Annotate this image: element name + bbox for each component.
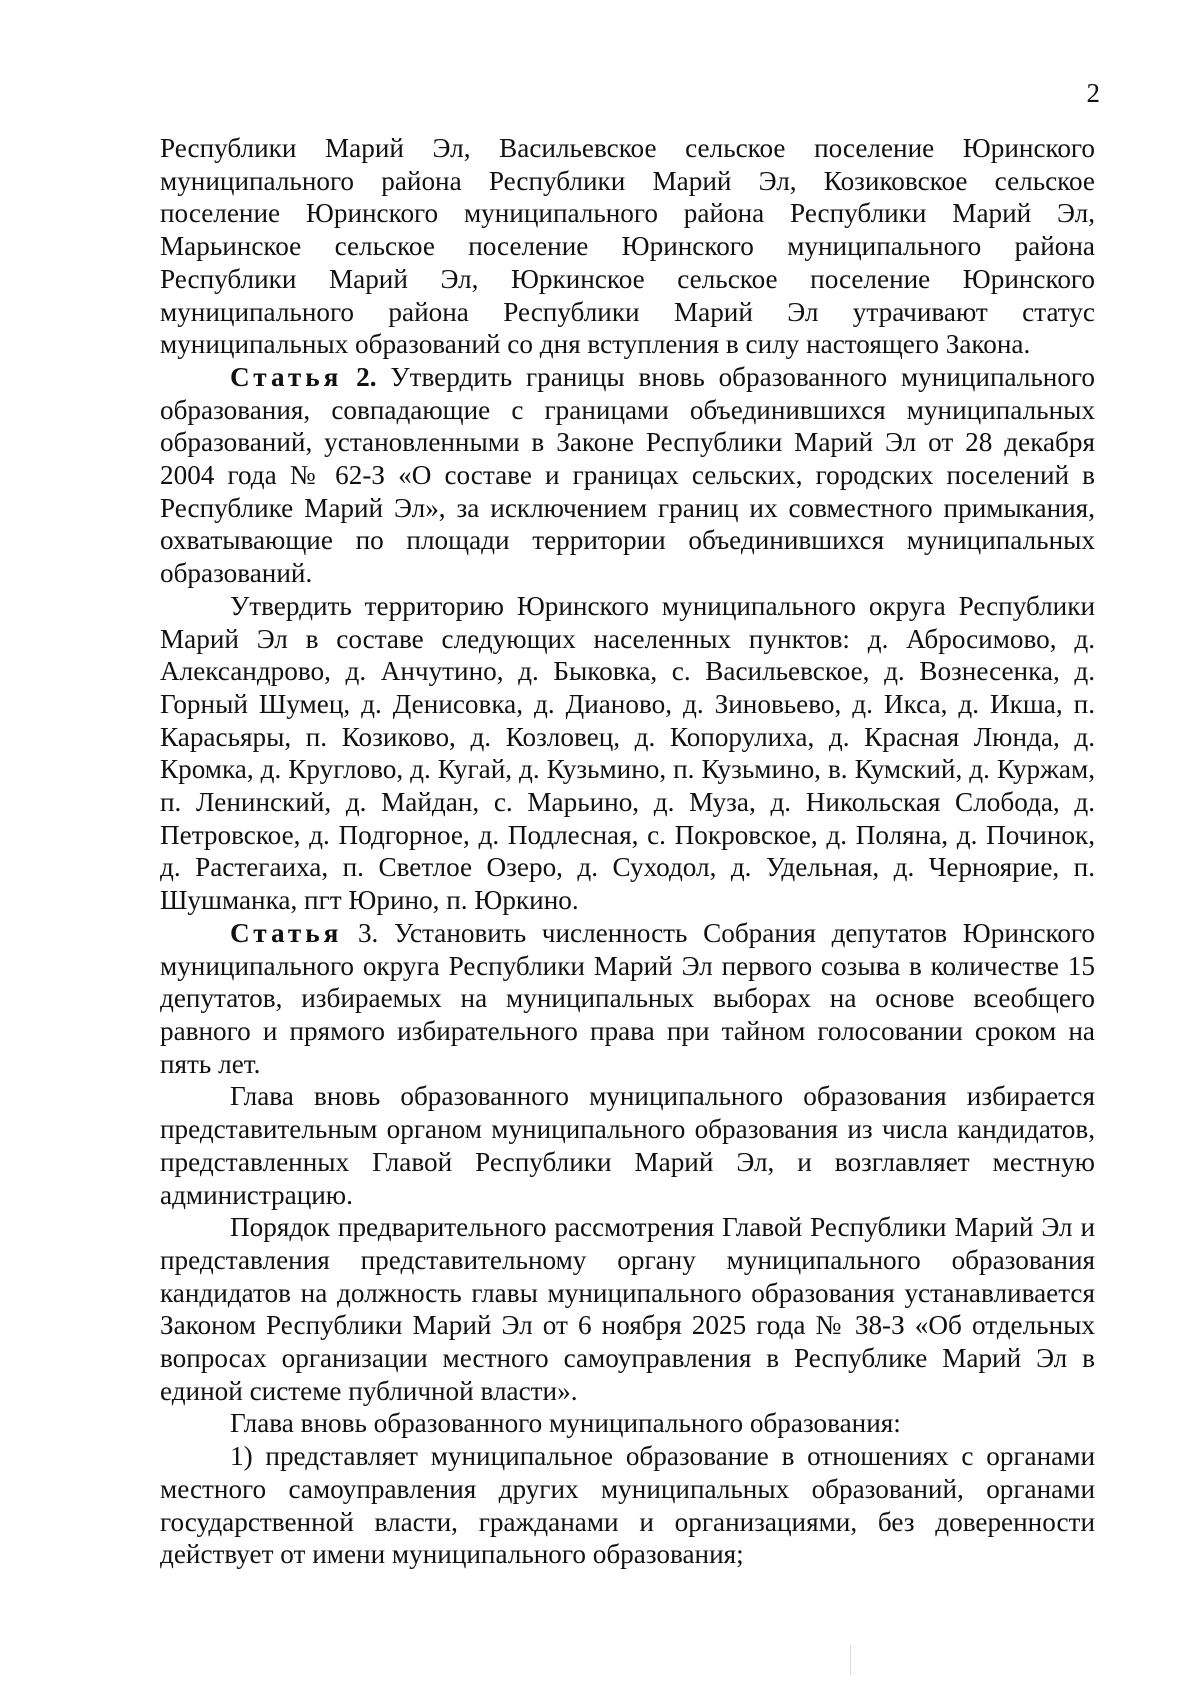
article-label: Статья bbox=[230, 917, 343, 948]
paragraph-article-2 bbox=[160, 361, 1095, 590]
paragraph-status-loss: Республики Марий Эл, Васильевское сельское поселение Юринского муниципального района Республики Марий Эл, Козиковское сельское поселение Юринского муниципального района Республики Марий Эл, Марьинское сельское поселение Юринского муниципального района Республики Марий Эл, Юркинское сельское поселение Юринского муниципального района Республики Марий Эл утрачивают статус муниципальных образований со дня вступления в силу настоящего Закона. bbox=[160, 133, 1095, 360]
paragraph-procedure: Порядок предварительного рассмотрения Главой Республики Марий Эл и представления представительному органу муниципального образования кандидатов на должность главы муниципального образования устанавливается Законом Республики Марий Эл от 6 ноября 2025 года № 38-З «Об отдельных вопросах организации местного самоуправления в Республике Марий Эл в единой системе публичной власти». bbox=[160, 1212, 1095, 1406]
article-number: 3. bbox=[357, 917, 379, 948]
paragraph-power-1: 1) представляет муниципальное образование в отношениях с органами местного самоуправления других муниципальных образований, органами государственной власти, гражданами и организациями, без доверенности действует от имени муниципального образования; bbox=[160, 1441, 1095, 1570]
paragraph-head-election: Глава вновь образованного муниципального образования избирается представительным органом муниципального образования из числа кандидатов, представленных Главой Республики Марий Эл, и возглавляет местную администрацию. bbox=[160, 1081, 1095, 1210]
article-number: 2. bbox=[356, 361, 377, 392]
scan-artifact-line bbox=[850, 1645, 851, 1675]
paragraph-territory: Утвердить территорию Юринского муниципального округа Республики Марий Эл в составе следующих населенных пунктов: д. Абросимово, д. Александрово, д. Анчутино, д. Быковка, с. Васильевское, д. Вознесенка, д. Горный Шумец, д. Денисовка, д. Дианово, д. Зиновьево, д. Икса, д. Икша, п. Карасьяры, п. Козиково, д. Козловец, д. Копорулиха, д. Красная Люнда, д. Кромка, д. Круглово, д. Кугай, д. Кузьмино, п. Кузьмино, в. Кумский, д. Куржам, п. Ленинский, д. Майдан, с. Марьино, д. Муза, д. Никольская Слобода, д. Петровское, д. Подгорное, д. Подлесная, с. Покровское, д. Поляна, д. Починок, д. Растегаиха, п. Светлое Озеро, д. Суходол, д. Удельная, д. Черноярие, п. Шушманка, пгт Юрино, п. Юркино. bbox=[160, 590, 1095, 916]
page-number: 2 bbox=[1086, 78, 1100, 108]
article-label: Статья bbox=[230, 361, 343, 392]
document-body bbox=[160, 132, 1095, 1571]
article-2-text: Утвердить границы вновь образованного муниципального образования, совпадающие с границами объединившихся муниципальных образований, установленными в Законе Республики Марий Эл от 28 декабря 2004 года № 62-З «О составе и границах сельских, городских поселений в Республике Марий Эл», за исключением границ их совместного примыкания, охватывающие по площади территории объединившихся муниципальных образований. bbox=[160, 361, 1095, 589]
article-3-text: Установить численность Собрания депутатов Юринского муниципального округа Республики Марий Эл первого созыва в количестве 15 депутатов, избираемых на муниципальных выборах на основе всеобщего равного и прямого избирательного права при тайном голосовании сроком на пять лет. bbox=[160, 917, 1095, 1079]
paragraph-head-powers-intro: Глава вновь образованного муниципального образования: bbox=[230, 1408, 901, 1439]
paragraph-article-3 bbox=[160, 917, 1095, 1081]
